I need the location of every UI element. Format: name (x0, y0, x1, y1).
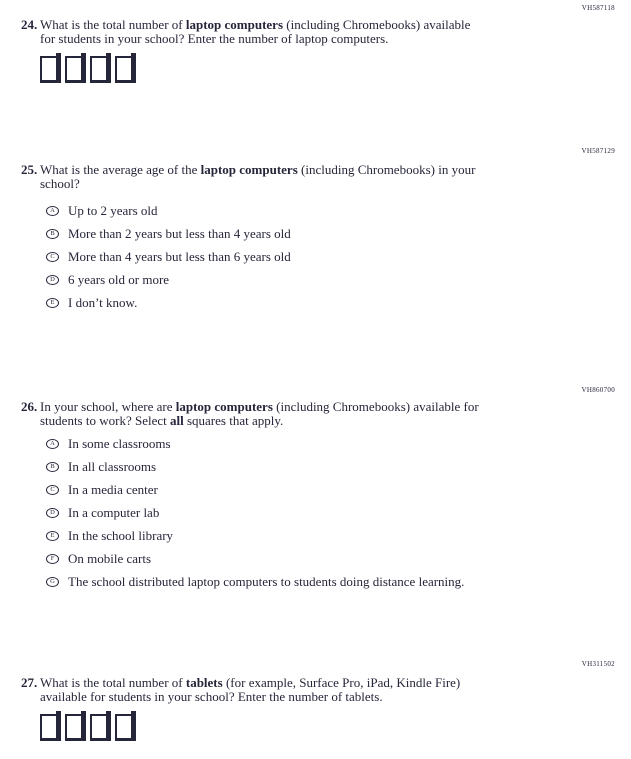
digit-entry-box[interactable] (115, 56, 136, 83)
question-24 (0, 4, 631, 144)
option-row-e[interactable] (46, 296, 291, 310)
question-27 (0, 660, 631, 759)
item-code: VH587129 (581, 147, 615, 155)
question-26 (0, 386, 631, 656)
option-row-a[interactable] (46, 204, 291, 218)
question-text-line (40, 18, 470, 32)
option-row-c[interactable] (46, 483, 464, 497)
question-number: 24. (21, 17, 38, 32)
question-27-text (21, 676, 460, 703)
option-bubble-icon[interactable]: A (46, 439, 59, 449)
option-bubble-icon[interactable]: A (46, 206, 59, 216)
number-entry-boxes (40, 56, 140, 83)
option-bubble-icon[interactable]: F (46, 554, 59, 564)
option-bubble-icon[interactable]: C (46, 485, 59, 495)
digit-entry-box[interactable] (90, 56, 111, 83)
digit-entry-box[interactable] (40, 714, 61, 741)
question-text (40, 676, 460, 703)
option-label: Up to 2 years old (68, 203, 158, 218)
option-row-a[interactable] (46, 437, 464, 451)
option-bubble-icon[interactable]: E (46, 298, 59, 308)
question-text-line (40, 32, 470, 46)
option-row-g[interactable] (46, 575, 464, 589)
item-code: VH587118 (581, 4, 615, 12)
question-text-segment: available for students in your school? Enter the number of tablets. (40, 688, 383, 704)
option-label: On mobile carts (68, 551, 152, 566)
question-number: 27. (21, 675, 38, 690)
question-text (40, 400, 479, 427)
question-text-segment: tablets (185, 675, 223, 690)
question-text (40, 18, 470, 45)
question-text-line (40, 163, 475, 177)
digit-entry-box[interactable] (90, 714, 111, 741)
option-row-b[interactable] (46, 227, 291, 241)
option-row-d[interactable] (46, 273, 291, 287)
question-text-line (40, 177, 475, 191)
digit-entry-box[interactable] (115, 714, 136, 741)
option-bubble-icon[interactable]: G (46, 577, 59, 587)
question-number: 26. (21, 399, 38, 414)
question-text-line (40, 414, 479, 428)
question-text-line (40, 676, 460, 690)
option-row-f[interactable] (46, 552, 464, 566)
option-bubble-icon[interactable]: B (46, 462, 59, 472)
option-label: More than 4 years but less than 6 years old (68, 249, 291, 264)
question-text-segment: squares that apply. (183, 412, 284, 428)
question-text-segment: all (169, 412, 184, 428)
question-text-segment: What is the total number of (40, 675, 186, 690)
option-label: In the school library (68, 528, 174, 543)
option-bubble-icon[interactable]: E (46, 531, 59, 541)
option-row-b[interactable] (46, 460, 464, 474)
question-text-segment: laptop computers (185, 17, 283, 32)
question-text-segment: school? (40, 175, 80, 191)
digit-entry-box[interactable] (65, 714, 86, 741)
option-label: 6 years old or more (68, 272, 170, 287)
option-label: In all classrooms (68, 459, 157, 474)
option-bubble-icon[interactable]: D (46, 508, 59, 518)
question-text-segment: laptop computers (200, 162, 298, 177)
option-bubble-icon[interactable]: C (46, 252, 59, 262)
question-text-segment: (including Chromebooks) in your (297, 162, 476, 177)
question-26-text (21, 400, 479, 427)
option-row-e[interactable] (46, 529, 464, 543)
question-24-text (21, 18, 470, 45)
question-text-segment: What is the total number of (40, 17, 186, 32)
option-label: In a computer lab (68, 505, 160, 520)
number-entry-boxes (40, 714, 140, 741)
question-text-segment: (for example, Surface Pro, iPad, Kindle Fire) (222, 675, 461, 690)
question-text-segment: (including Chromebooks) available for (272, 399, 479, 414)
option-row-d[interactable] (46, 506, 464, 520)
option-label: The school distributed laptop computers to students doing distance learning. (68, 574, 465, 589)
option-row-c[interactable] (46, 250, 291, 264)
question-text-segment: What is the average age of the (40, 162, 201, 177)
option-bubble-icon[interactable]: B (46, 229, 59, 239)
option-bubble-icon[interactable]: D (46, 275, 59, 285)
item-code: VH860700 (581, 386, 615, 394)
answer-options (46, 437, 464, 598)
answer-options (46, 204, 291, 319)
question-text-segment: for students in your school? Enter the number of laptop computers. (40, 30, 389, 46)
digit-entry-box[interactable] (40, 56, 61, 83)
option-label: In a media center (68, 482, 158, 497)
option-label: I don’t know. (68, 295, 138, 310)
question-text-segment: (including Chromebooks) available (283, 17, 471, 32)
question-25 (0, 147, 631, 382)
digit-entry-box[interactable] (65, 56, 86, 83)
question-text-line (40, 400, 479, 414)
question-text-line (40, 690, 460, 704)
question-text-segment: laptop computers (175, 399, 273, 414)
item-code: VH311502 (581, 660, 615, 668)
option-label: More than 2 years but less than 4 years old (68, 226, 291, 241)
question-number: 25. (21, 162, 38, 177)
question-25-text (21, 163, 475, 190)
question-text-segment: In your school, where are (40, 399, 176, 414)
question-text-segment: students to work? Select (40, 412, 170, 428)
option-label: In some classrooms (68, 436, 171, 451)
question-text (40, 163, 475, 190)
